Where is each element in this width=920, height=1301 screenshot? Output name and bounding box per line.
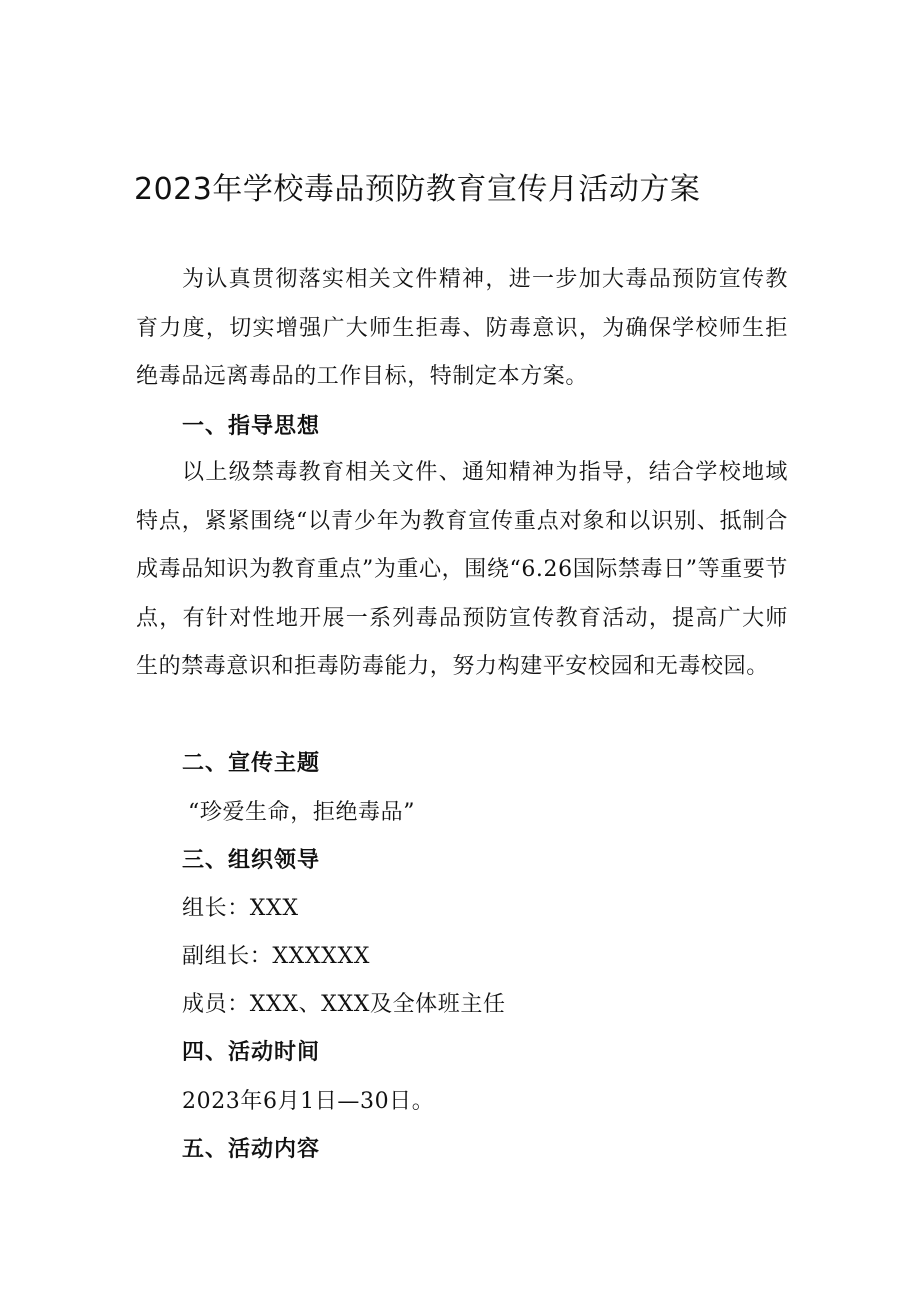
document-title: 2023年学校毒品预防教育宣传月活动方案 — [134, 172, 701, 207]
members-line: 成员：XXX、XXX及全体班主任 — [182, 992, 506, 1017]
deputy-leader-line: 副组长：XXXXXX — [182, 944, 370, 969]
theme-text: “珍爱生命，拒绝毒品” — [188, 800, 416, 825]
section-heading-organization: 三、组织领导 — [182, 848, 321, 873]
section-heading-theme: 二、宣传主题 — [182, 751, 321, 776]
section-heading-activity-time: 四、活动时间 — [182, 1040, 321, 1065]
activity-time-text: 2023年6月1日—30日。 — [182, 1089, 435, 1114]
section-heading-guiding-ideology: 一、指导思想 — [182, 414, 321, 439]
intro-paragraph: 为认真贯彻落实相关文件精神，进一步加大毒品预防宣传教育力度，切实增强广大师生拒毒、防毒意识，为确保学校师生拒绝毒品远离毒品的工作目标，特制定本方案。 — [136, 267, 788, 389]
section-heading-activity-content: 五、活动内容 — [182, 1137, 321, 1162]
leader-line: 组长：XXX — [182, 896, 299, 921]
guiding-ideology-paragraph: 以上级禁毒教育相关文件、通知精神为指导，结合学校地域特点，紧紧围绕“以青少年为教育宣传重点对象和以识别、抵制合成毒品知识为教育重点”为重心，围绕“6.26国际禁毒日”等重要节点，有针对性地开展一系列毒品预防宣传教育活动，提高广大师生的禁毒意识和拒毒防毒能力，努力构建平安校园和无毒校园。 — [136, 460, 788, 679]
